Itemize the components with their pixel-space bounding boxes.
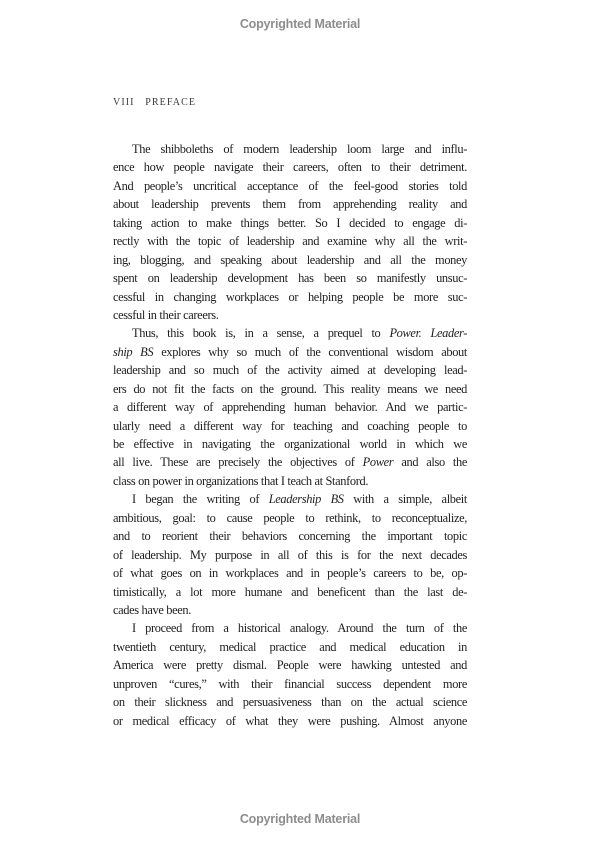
- text-line: [113, 656, 467, 674]
- text-line: [113, 288, 467, 306]
- text-segment: or medical efficacy of what they were pushing. Almost anyone: [113, 713, 467, 728]
- text-segment: timistically, a lot more humane and beneficent than the last de-: [113, 584, 467, 599]
- text-segment: ing, blogging, and speaking about leadership and all the money: [113, 252, 467, 267]
- text-segment: be effective in navigating the organizational world in which we: [113, 437, 467, 451]
- text-segment: America were pretty dismal. People were hawking untested and: [113, 658, 467, 673]
- paragraph: [113, 619, 467, 730]
- text-segment: class on power in organizations that I teach at Stanford.: [113, 473, 369, 488]
- section-title: PREFACE: [145, 97, 197, 108]
- text-segment: a different way of apprehending human behavior. And we partic-: [113, 400, 467, 415]
- text-segment: cades have been.: [113, 602, 191, 617]
- text-line: [113, 306, 467, 324]
- text-line: [113, 324, 467, 342]
- text-line: [113, 619, 467, 637]
- text-segment: about leadership prevents them from apprehending reality and: [113, 197, 467, 212]
- paragraph: [113, 140, 467, 324]
- text-line: [113, 712, 467, 730]
- text-segment: and also the: [393, 455, 467, 470]
- text-line: [113, 380, 467, 398]
- text-segment: explores why so much of the conventional wisdom about: [153, 344, 467, 359]
- paragraph: [113, 490, 467, 619]
- text-line: [113, 214, 467, 232]
- text-segment: rectly with the topic of leadership and examine why all the writ-: [113, 234, 467, 249]
- text-segment: ularly need a different way for teaching and coaching people to: [113, 418, 467, 433]
- text-segment: leadership and so much of the activity aimed at developing lead-: [113, 363, 467, 378]
- paragraph: [113, 324, 467, 490]
- text-line: [113, 472, 467, 490]
- text-segment: twentieth century, medical practice and medical education in: [113, 639, 467, 654]
- page-number: VIII: [113, 97, 135, 108]
- text-line: [113, 177, 467, 195]
- text-segment: on their slickness and persuasiveness than on the actual science: [113, 695, 467, 710]
- book-title-italic: Power: [362, 455, 394, 470]
- text-line: [113, 638, 467, 656]
- text-line: [113, 490, 467, 508]
- text-segment: ence how people navigate their careers, often to their detriment.: [113, 160, 467, 175]
- text-segment: all live. These are precisely the objectives of: [113, 455, 363, 470]
- text-line: [113, 195, 467, 213]
- text-line: [113, 693, 467, 711]
- running-header: [113, 97, 196, 108]
- text-line: [113, 546, 467, 564]
- text-line: [113, 398, 467, 416]
- text-line: [113, 564, 467, 582]
- text-segment: of what goes on in workplaces and in people’s careers to be, op-: [113, 566, 467, 581]
- text-line: [113, 269, 467, 287]
- copyright-notice-bottom: Copyrighted Material: [239, 812, 361, 826]
- text-line: [113, 583, 467, 601]
- text-segment: of leadership. My purpose in all of this is for the next decades: [113, 547, 467, 562]
- text-line: [113, 675, 467, 693]
- text-line: [113, 158, 467, 176]
- text-segment: unproven “cures,” with their financial success dependent more: [113, 676, 467, 691]
- text-segment: Thus, this book is, in a sense, a prequel to: [132, 326, 390, 341]
- book-title-italic: Power. Leader-: [389, 326, 467, 341]
- text-segment: spent on leadership development has been so manifestly unsuc-: [113, 271, 467, 286]
- text-segment: and to reorient their behaviors concerning the important topic: [113, 529, 467, 544]
- text-segment: with a simple, albeit: [343, 492, 467, 507]
- text-line: [113, 601, 467, 619]
- text-line: [113, 509, 467, 527]
- text-segment: cessful in their careers.: [113, 307, 219, 322]
- text-line: [113, 453, 467, 471]
- text-line: [113, 251, 467, 269]
- book-title-italic: Leadership BS: [268, 492, 344, 507]
- text-line: [113, 527, 467, 545]
- text-line: [113, 140, 467, 158]
- text-segment: I proceed from a historical analogy. Around the turn of the: [132, 621, 467, 636]
- text-line: [113, 435, 467, 453]
- text-segment: cessful in changing workplaces or helping people be more suc-: [113, 289, 467, 304]
- text-segment: ers do not fit the facts on the ground. This reality means we need: [113, 381, 467, 396]
- text-segment: ambitious, goal: to cause people to rethink, to reconceptualize,: [113, 510, 467, 525]
- text-line: [113, 232, 467, 250]
- text-segment: The shibboleths of modern leadership loom large and influ-: [132, 142, 467, 156]
- text-line: [113, 343, 467, 361]
- body-text: [113, 140, 467, 730]
- text-line: [113, 417, 467, 435]
- book-title-italic: ship BS: [113, 344, 154, 359]
- text-segment: taking action to make things better. So I decided to engage di-: [113, 215, 467, 230]
- text-segment: I began the writing of: [132, 492, 269, 507]
- copyright-notice-top: Copyrighted Material: [239, 17, 361, 31]
- text-line: [113, 361, 467, 379]
- text-segment: And people’s uncritical acceptance of the feel-good stories told: [113, 178, 467, 193]
